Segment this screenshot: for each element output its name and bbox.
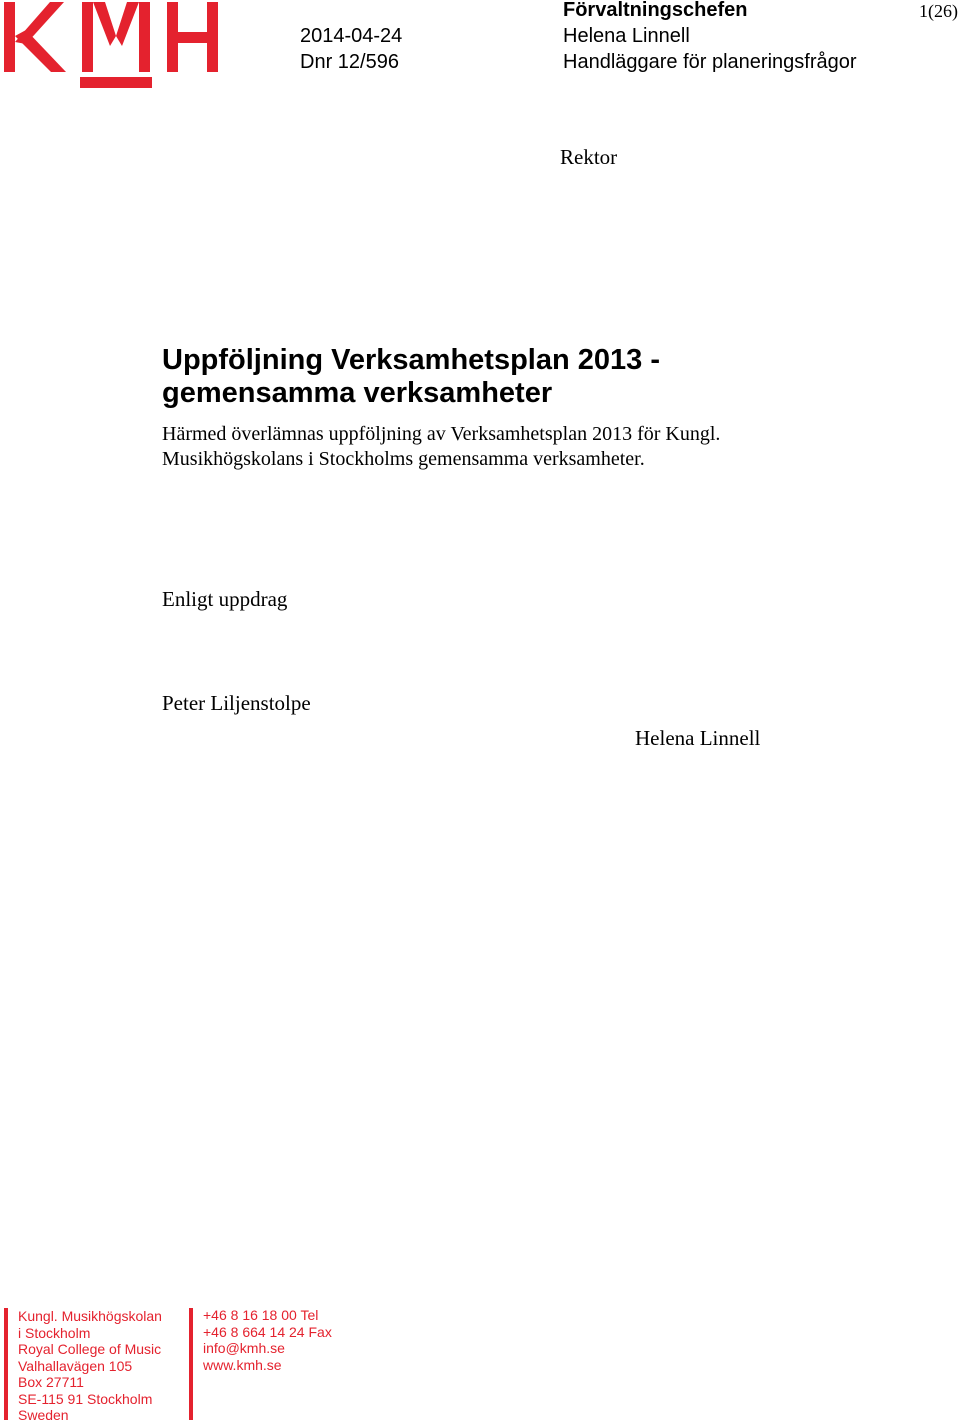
document-meta: [300, 23, 402, 75]
sender-title: Förvaltningschefen: [563, 0, 748, 21]
sender-block: [563, 0, 857, 75]
title-line-2: gemensamma verksamheter: [162, 377, 553, 409]
title-line-1: Uppföljning Verksamhetsplan 2013 -: [162, 344, 660, 376]
footer-phone: +46 8 16 18 00 Tel: [203, 1307, 319, 1323]
intro-line-2: Musikhögskolans i Stockholms gemensamma verksamheter.: [162, 448, 645, 470]
footer-address-line: Royal College of Music: [18, 1341, 162, 1357]
registration-number: Dnr 12/596: [300, 51, 399, 73]
footer-address-line: i Stockholm: [18, 1324, 91, 1341]
footer-address-line: Sweden: [18, 1407, 69, 1423]
footer-address-line: Valhallavägen 105: [18, 1357, 133, 1374]
kmh-logo: [4, 2, 218, 88]
document-date: 2014-04-24: [300, 25, 403, 47]
footer-address-line: Box 27711: [18, 1374, 84, 1390]
footer-website-link[interactable]: www.kmh.se: [203, 1356, 282, 1373]
signer-secondary: Helena Linnell: [635, 726, 761, 750]
sender-role: Handläggare för planeringsfrågor: [563, 51, 857, 73]
footer-contact: [203, 1307, 332, 1373]
sender-name: Helena Linnell: [563, 25, 690, 47]
footer-email-link[interactable]: info@kmh.se: [203, 1340, 285, 1356]
recipient: Rektor: [560, 145, 618, 169]
footer-address-line: SE-115 91 Stockholm: [18, 1390, 153, 1407]
page-number: 1(26): [919, 1, 958, 21]
signer-primary: Peter Liljenstolpe: [162, 691, 311, 715]
intro-paragraph: [162, 422, 802, 472]
intro-line-1: Härmed överlämnas uppföljning av Verksamhetsplan 2013 för Kungl.: [162, 423, 721, 445]
footer-address: [18, 1308, 162, 1424]
footer-fax: +46 8 664 14 24 Fax: [203, 1323, 332, 1340]
footer-divider-left: [4, 1308, 8, 1420]
footer-divider-right: [189, 1308, 193, 1420]
footer-address-line: Kungl. Musikhögskolan: [18, 1308, 162, 1324]
assignment-text: Enligt uppdrag: [162, 587, 288, 611]
document-title: [162, 344, 782, 410]
